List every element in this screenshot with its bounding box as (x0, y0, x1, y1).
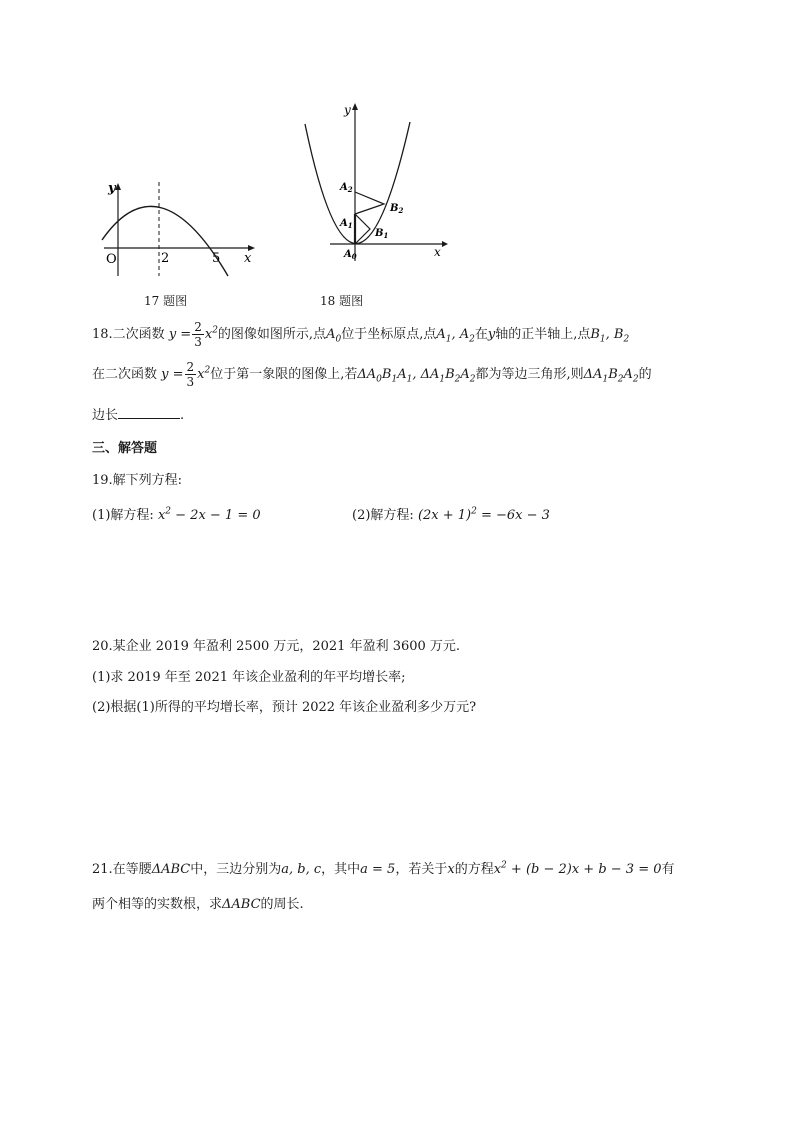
fraction-2-3: $\frac{2}{3}$ (194, 320, 202, 349)
function-eq: y = (168, 327, 192, 342)
tick-label-5: 5 (212, 251, 221, 266)
section-heading: 三、解答题 (92, 441, 158, 456)
y-axis-arrow (115, 183, 121, 190)
figure-18-caption: 18 题图 (320, 294, 364, 308)
equation-3: $x^2 + (b - 2)x + b - 3 = 0$ (493, 860, 662, 877)
triangle-a0-b1-a1 (355, 214, 370, 244)
y-label: y (344, 103, 351, 117)
q18-line-2: 在二次函数 y = $\frac{2}{3}$ $x^2$位于第一象限的图像上,若$\Delta A_0B_1A_1$, $\Delta A_1B_2A_2$都为等边三角形,则$\Delta A_1B_2A_2$的 (92, 360, 652, 389)
a1-label: $A_1$ (340, 218, 353, 230)
x-axis-arrow (442, 241, 448, 247)
figure-17-caption: 17 题图 (144, 294, 188, 308)
q19-title: 19.解下列方程: (92, 473, 183, 488)
figure-17-graph (100, 178, 260, 278)
q20-part2: (2)根据(1)所得的平均增长率，预计 2022 年该企业盈利多少万元? (92, 700, 477, 715)
q18-line-3: 边长 . (92, 408, 185, 423)
b2-label: $B_2$ (390, 203, 404, 215)
figure-18 (300, 96, 450, 266)
figure-18-graph (300, 96, 450, 266)
x-label: x (434, 245, 441, 259)
answer-blank[interactable] (118, 406, 180, 419)
triangle-a1-b2-a2 (355, 192, 384, 214)
q19-part1: (1)解方程: $x^2 - 2x - 1 = 0$ (92, 506, 261, 523)
b1-label: $B_1$ (375, 228, 389, 240)
q20-part1: (1)求 2019 年至 2021 年该企业盈利的年平均增长率; (92, 670, 406, 685)
equation-1: $x^2 - 2x - 1 = 0$ (157, 506, 261, 523)
q18-line-1: 18.二次函数 y = $\frac{2}{3}$ $x^2$的图像如图所示,点$A_0$位于坐标原点,点$A_1$, $A_2$在y轴的正半轴上,点$B_1$, $B_2$ (92, 320, 630, 349)
x-label: x (244, 251, 252, 266)
parabola-18 (305, 122, 410, 244)
origin-label: O (106, 252, 117, 267)
fraction-2-3-b: $\frac{2}{3}$ (186, 360, 195, 389)
q19-part2: (2)解方程: $(2x + 1)^2 = -6x - 3$ (352, 506, 550, 523)
tick-label-2: 2 (161, 251, 170, 266)
q20-title: 20.某企业 2019 年盈利 2500 万元，2021 年盈利 3600 万元. (92, 639, 461, 654)
equation-2: $(2x + 1)^2 = -6x - 3$ (417, 506, 550, 523)
q21-line-2: 两个相等的实数根，求ΔABC的周长. (92, 897, 304, 912)
q21-line-1: 21.在等腰ΔABC中，三边分别为a, b, c，其中a = 5，若关于x的方程$x^2 + (b - 2)x + b - 3 = 0$有 (92, 860, 675, 877)
a2-label: $A_2$ (340, 182, 353, 194)
a0-label: $A_0$ (344, 249, 357, 261)
figure-17 (100, 178, 260, 278)
y-axis-arrow (352, 103, 358, 110)
y-label: y (108, 181, 116, 196)
